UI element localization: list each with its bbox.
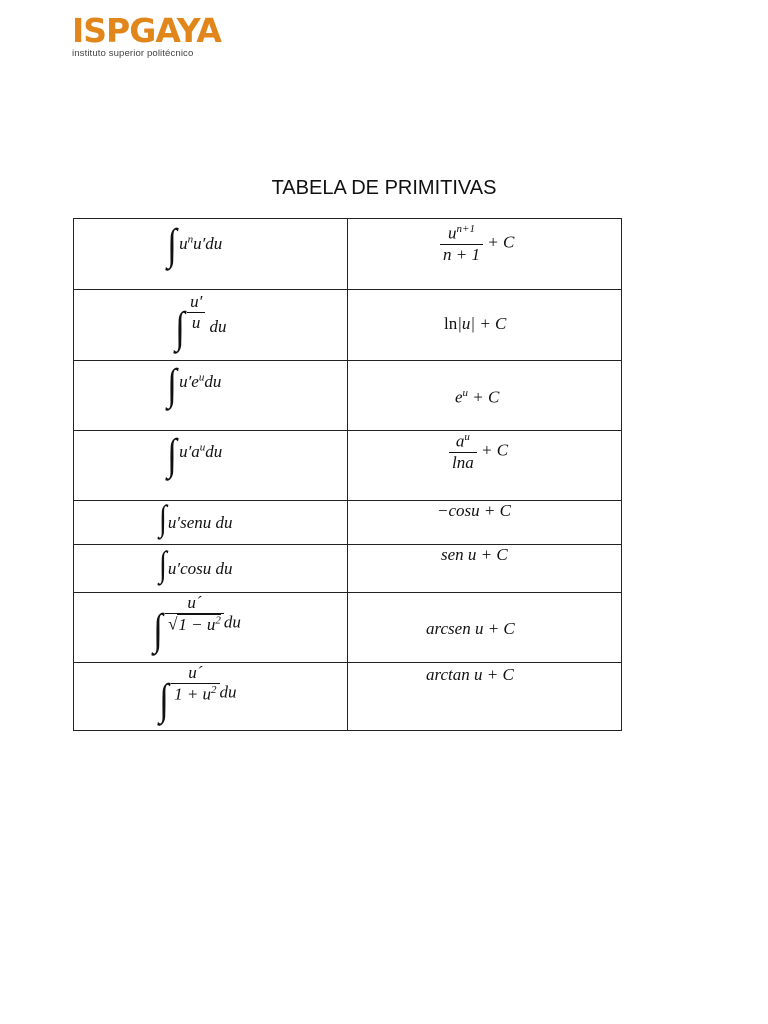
primitive-cell: [348, 501, 622, 545]
table-row: [74, 545, 622, 593]
integrand-cell: [74, 498, 348, 545]
institution-logo: [72, 11, 221, 59]
integrand-formula: ∫ $\frac{u´}{1 + u^2}$ du: [159, 663, 237, 724]
primitive-formula: −cosu + C: [437, 501, 511, 520]
document-title: TABELA DE PRIMITIVAS: [271, 177, 497, 199]
primitive-cell: [348, 593, 622, 663]
logo-tagline: instituto superior politécnico: [72, 48, 194, 59]
integrand-formula: ∫u′senu du: [158, 498, 233, 538]
table-row: [74, 431, 622, 501]
table-row: [74, 501, 622, 545]
integrand-formula: ∫ $\frac{u'}{u}$ du: [175, 292, 227, 352]
primitive-cell: [348, 431, 622, 501]
primitive-formula: $e^u + C$: [455, 387, 500, 407]
integrand-cell: [74, 593, 348, 663]
table-row: [74, 219, 622, 290]
primitives-table: [73, 218, 622, 731]
primitive-cell: [348, 361, 622, 431]
integrand-cell: [74, 545, 348, 593]
logo-brand: ISPGAYA: [72, 11, 221, 50]
primitive-cell: [348, 663, 622, 731]
integrand-formula: ∫ $u^nu'du$: [167, 220, 223, 269]
integrand-cell: [74, 361, 348, 431]
integrand-formula: ∫ $u'a^udu$: [167, 430, 223, 479]
primitive-cell: [348, 290, 622, 361]
primitive-formula: sen u + C: [441, 545, 508, 564]
primitive-formula: $\frac{a^u}{\ln a}$ + C: [449, 431, 508, 473]
table-row: [74, 663, 622, 731]
integrand-formula: ∫ $\frac{u´}{√1 - u^2}$ du: [153, 593, 241, 654]
primitive-formula: arctan u + C: [426, 665, 514, 684]
primitive-formula: $\frac{u^{n+1}}{n + 1}$ + C: [440, 223, 514, 265]
integrand-formula: ∫u′cosu du: [158, 544, 233, 584]
integrand-cell: [74, 431, 348, 501]
integrand-cell: [74, 663, 348, 731]
table-row: [74, 290, 622, 361]
integrand-cell: [74, 290, 348, 361]
table-row: [74, 593, 622, 663]
primitive-formula: arcsen u + C: [426, 619, 515, 638]
primitive-cell: [348, 219, 622, 290]
primitive-cell: [348, 545, 622, 593]
integrand-formula: ∫ $u'e^udu$: [167, 360, 222, 409]
table-row: [74, 361, 622, 431]
integrand-cell: [74, 219, 348, 290]
primitive-formula: ln|u| + C: [444, 314, 507, 333]
